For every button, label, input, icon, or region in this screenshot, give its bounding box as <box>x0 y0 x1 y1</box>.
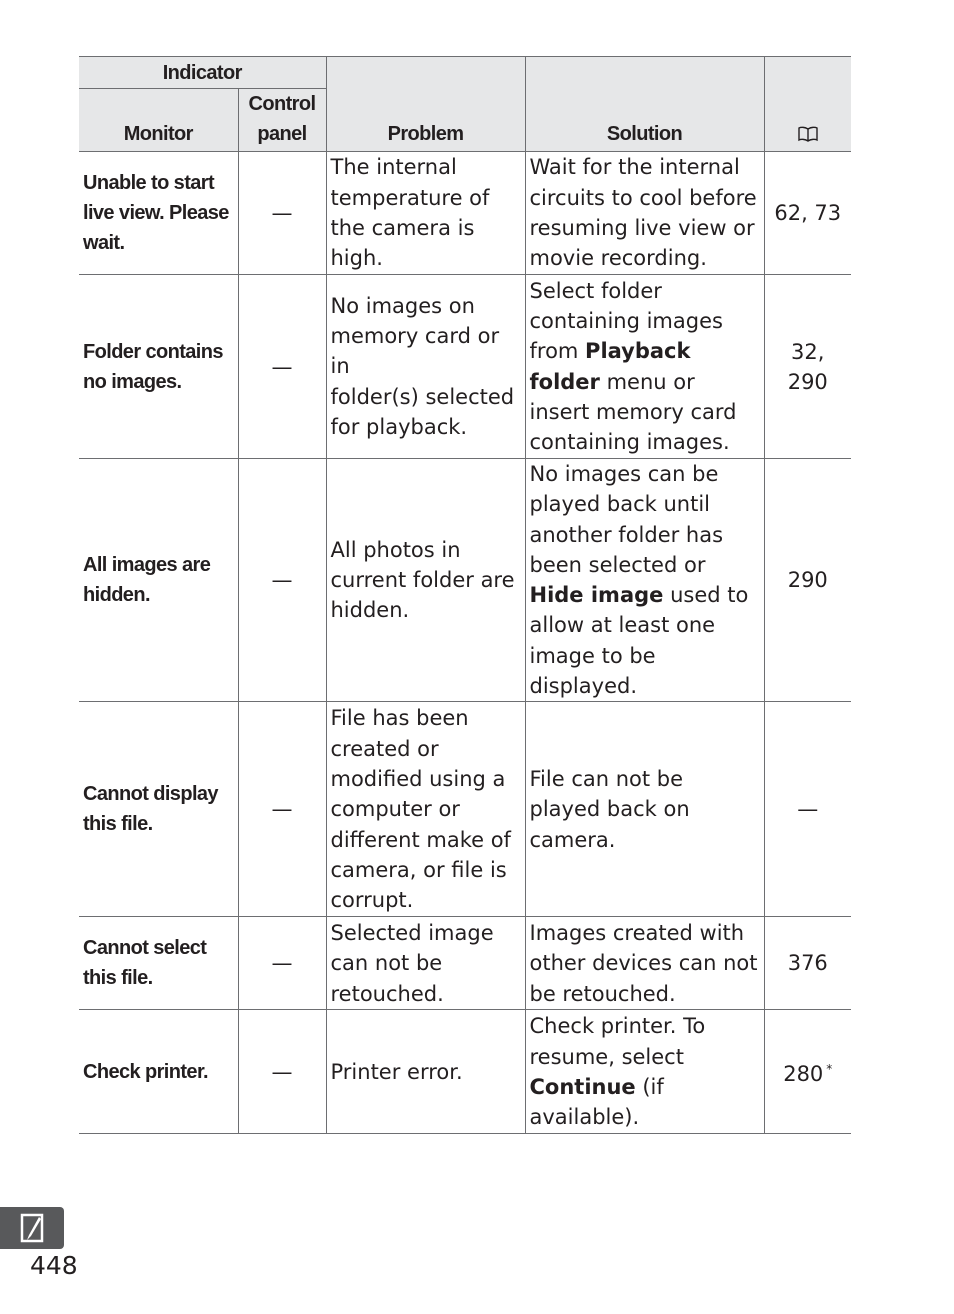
solution-cell <box>525 917 764 1010</box>
solution-text: Images created with other devices can not be retouched. <box>529 920 758 1006</box>
monitor-indicator-line: Check printer. <box>83 1060 208 1083</box>
control-panel-header <box>238 89 326 152</box>
monitor-indicator-line: Cannot display <box>83 783 218 806</box>
problem-line: The internal <box>330 155 457 180</box>
problem-line: high. <box>330 246 383 271</box>
monitor-indicator-line: Folder contains <box>83 340 223 363</box>
page-reference: — <box>797 797 819 822</box>
page-number: 448 <box>30 1251 78 1280</box>
problem-line: No images on <box>330 293 475 318</box>
problem-cell <box>326 459 525 702</box>
control-panel-indicator: — <box>238 152 326 275</box>
problem-line: All photos in <box>330 537 461 562</box>
solution-header: Solution <box>525 57 764 152</box>
control-panel-indicator: — <box>238 275 326 459</box>
troubleshooting-table <box>79 56 851 1134</box>
solution-text: Wait for the internal circuits to cool before resuming live view or movie recording. <box>529 155 757 271</box>
indicator-header: Indicator <box>79 57 326 89</box>
solution-text: used to allow at least one image to be displayed. <box>529 583 749 699</box>
monitor-indicator-line: this file. <box>83 813 153 836</box>
problem-line: temperature of <box>330 185 490 210</box>
page-reference: 32, 290 <box>787 339 828 394</box>
control-panel-header-line1: Control <box>248 93 316 115</box>
page-reference: 290 <box>787 568 828 593</box>
problem-line: Selected image <box>330 920 494 945</box>
problem-line: computer or <box>330 797 460 822</box>
problem-line: different make of <box>330 827 511 852</box>
problem-line: current folder are <box>330 568 515 593</box>
solution-menu-item: Hide image <box>529 583 664 608</box>
control-panel-indicator: — <box>238 702 326 917</box>
page-reference-cell <box>764 275 851 459</box>
solution-text: No images can be played back until another folder has been selected or <box>529 462 724 577</box>
troubleshooting-tab-icon <box>20 1213 46 1243</box>
table-row <box>79 1010 851 1134</box>
problem-line: retouched. <box>330 981 444 1006</box>
solution-cell <box>525 275 764 459</box>
problem-line: the camera is <box>330 216 475 240</box>
problem-line: Printer error. <box>330 1059 463 1084</box>
problem-line: modified using a <box>330 766 506 791</box>
solution-cell <box>525 702 764 917</box>
solution-text: menu or insert memory card containing images. <box>529 369 737 455</box>
problem-cell <box>326 275 525 459</box>
monitor-indicator-line: wait. <box>83 232 125 254</box>
table-row <box>79 152 851 275</box>
problem-header: Problem <box>326 57 525 152</box>
page-reference-cell <box>764 459 851 702</box>
table-row <box>79 917 851 1010</box>
monitor-indicator-line: Unable to start <box>83 172 215 194</box>
solution-menu-item: Playback folder <box>529 339 691 394</box>
solution-text: File can not be played back on camera. <box>529 766 690 852</box>
problem-line: for playback. <box>330 414 468 439</box>
monitor-indicator-line: live view. Please <box>83 202 229 224</box>
monitor-indicator <box>79 459 238 702</box>
solution-text: (if available). <box>529 1074 664 1130</box>
monitor-indicator-line: this file. <box>83 967 153 990</box>
page-reference-cell <box>764 702 851 917</box>
troubleshooting-tab <box>0 1207 64 1249</box>
solution-cell <box>525 1010 764 1134</box>
monitor-indicator-line: no images. <box>83 370 182 393</box>
monitor-indicator <box>79 1010 238 1134</box>
monitor-indicator <box>79 152 238 275</box>
control-panel-indicator: — <box>238 459 326 702</box>
problem-cell <box>326 1010 525 1134</box>
monitor-header: Monitor <box>79 89 238 152</box>
problem-line: folder(s) selected <box>330 384 515 409</box>
problem-cell <box>326 917 525 1010</box>
page-reference: 280 <box>783 1062 824 1087</box>
page-reference-cell <box>764 917 851 1010</box>
footnote-marker: * <box>826 1062 833 1077</box>
monitor-indicator-line: All images are <box>83 554 211 577</box>
problem-line: memory card or in <box>330 324 500 379</box>
table-row <box>79 702 851 917</box>
problem-line: File has been <box>330 706 469 731</box>
solution-menu-item: Continue <box>529 1074 636 1099</box>
page-reference: 376 <box>787 951 828 976</box>
problem-cell <box>326 152 525 275</box>
monitor-indicator <box>79 275 238 459</box>
table-row <box>79 459 851 702</box>
solution-cell <box>525 152 764 275</box>
control-panel-indicator: — <box>238 917 326 1010</box>
page-reference-cell <box>764 152 851 275</box>
monitor-indicator-line: Cannot select <box>83 937 207 960</box>
solution-text: Select folder containing images from <box>529 278 723 364</box>
problem-line: camera, or file is <box>330 857 507 882</box>
solution-cell <box>525 459 764 702</box>
problem-line: corrupt. <box>330 888 414 913</box>
page-reference-header <box>764 57 851 152</box>
problem-line: hidden. <box>330 598 410 623</box>
page-reference-cell <box>764 1010 851 1134</box>
control-panel-header-line2: panel <box>257 123 307 145</box>
solution-text: Check printer. To resume, select <box>529 1014 706 1069</box>
table-row <box>79 275 851 459</box>
page-reference: 62, 73 <box>774 201 842 225</box>
control-panel-indicator: — <box>238 1010 326 1134</box>
monitor-indicator <box>79 917 238 1010</box>
problem-line: can not be <box>330 951 443 976</box>
problem-cell <box>326 702 525 917</box>
problem-line: created or <box>330 736 439 761</box>
monitor-indicator-line: hidden. <box>83 584 150 607</box>
book-icon <box>797 126 819 142</box>
monitor-indicator <box>79 702 238 917</box>
